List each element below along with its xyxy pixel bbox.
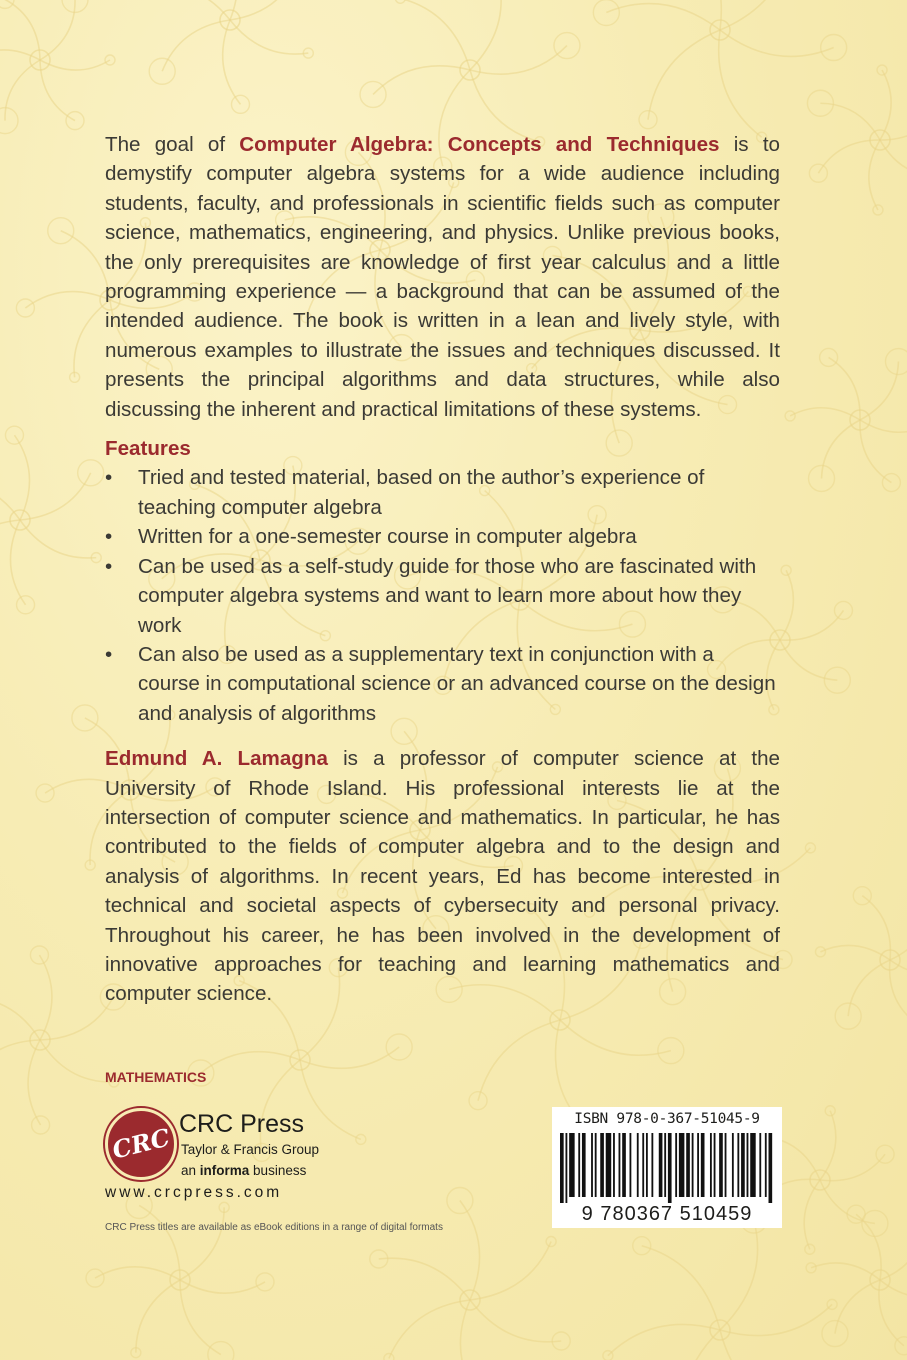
barcode-digits: 9 780367 510459 [581, 1203, 753, 1225]
crc-logo-icon: CRC [105, 1108, 177, 1180]
isbn-label: ISBN 978-0-367-51045-9 [574, 1111, 760, 1127]
feature-item: • Can also be used as a supplementary text in conjunction with a course in computational science or an advanced course on the design and analysis of algorithms [105, 640, 780, 728]
features-heading: Features [105, 437, 191, 461]
bullet-icon: • [105, 466, 113, 490]
publisher-block [105, 1108, 365, 1203]
author-bio [105, 744, 780, 1009]
author-bio-text: is a professor of computer science at the University of Rhode Island. His professional interests lie at the intersection of computer science and mathematics. In particular, he has contributed to the fields of computer algebra and to the design and analysis of algorithms. In recent years, Ed has become interested in technical and societal aspects of cybersecuity and personal privacy. Throughout his career, he has been involved in the development of innovative approaches for teaching and learning mathematics and computer science. [105, 747, 780, 1006]
feature-item: • Written for a one-semester course in computer algebra [105, 522, 780, 551]
features-list [105, 463, 780, 728]
subject-category: MATHEMATICS [105, 1069, 207, 1085]
intro-lead: The goal of [105, 133, 240, 156]
publisher-group: Taylor & Francis Group [181, 1142, 320, 1157]
book-title: Computer Algebra: Concepts and Techniques [239, 133, 720, 156]
publisher-name: CRC Press [179, 1110, 305, 1138]
bullet-icon: • [105, 525, 113, 549]
intro-paragraph [105, 130, 780, 424]
feature-item: • Can be used as a self-study guide for those who are fascinated with computer algebra systems and want to learn more about how they work [105, 552, 780, 640]
barcode-bars [560, 1133, 774, 1203]
isbn-barcode [552, 1107, 782, 1228]
publisher-url[interactable]: www.crcpress.com [105, 1184, 283, 1201]
ebook-note: CRC Press titles are available as eBook editions in a range of digital formats [105, 1222, 443, 1233]
feature-item: • Tried and tested material, based on the author’s experience of teaching computer algebra [105, 463, 780, 522]
publisher-business: an informa business [181, 1163, 307, 1178]
bullet-icon: • [105, 554, 113, 578]
author-name: Edmund A. Lamagna [105, 747, 328, 771]
intro-body: is to demystify computer algebra systems for a wide audience including students, faculty, and professionals in scientific fields such as computer science, mathematics, engineering, and physics. Unlike previous books, the only prerequisites are knowledge of first year calculus and a little programming experience — a background that can be assumed of the intended audience. The book is written in a lean and lively style, with numerous examples to illustrate the issues and techniques discussed. It presents the principal algorithms and data structures, while also discussing the inherent and practical limitations of these systems. [105, 133, 781, 421]
back-cover-text [105, 130, 780, 1009]
bullet-icon: • [105, 642, 113, 666]
